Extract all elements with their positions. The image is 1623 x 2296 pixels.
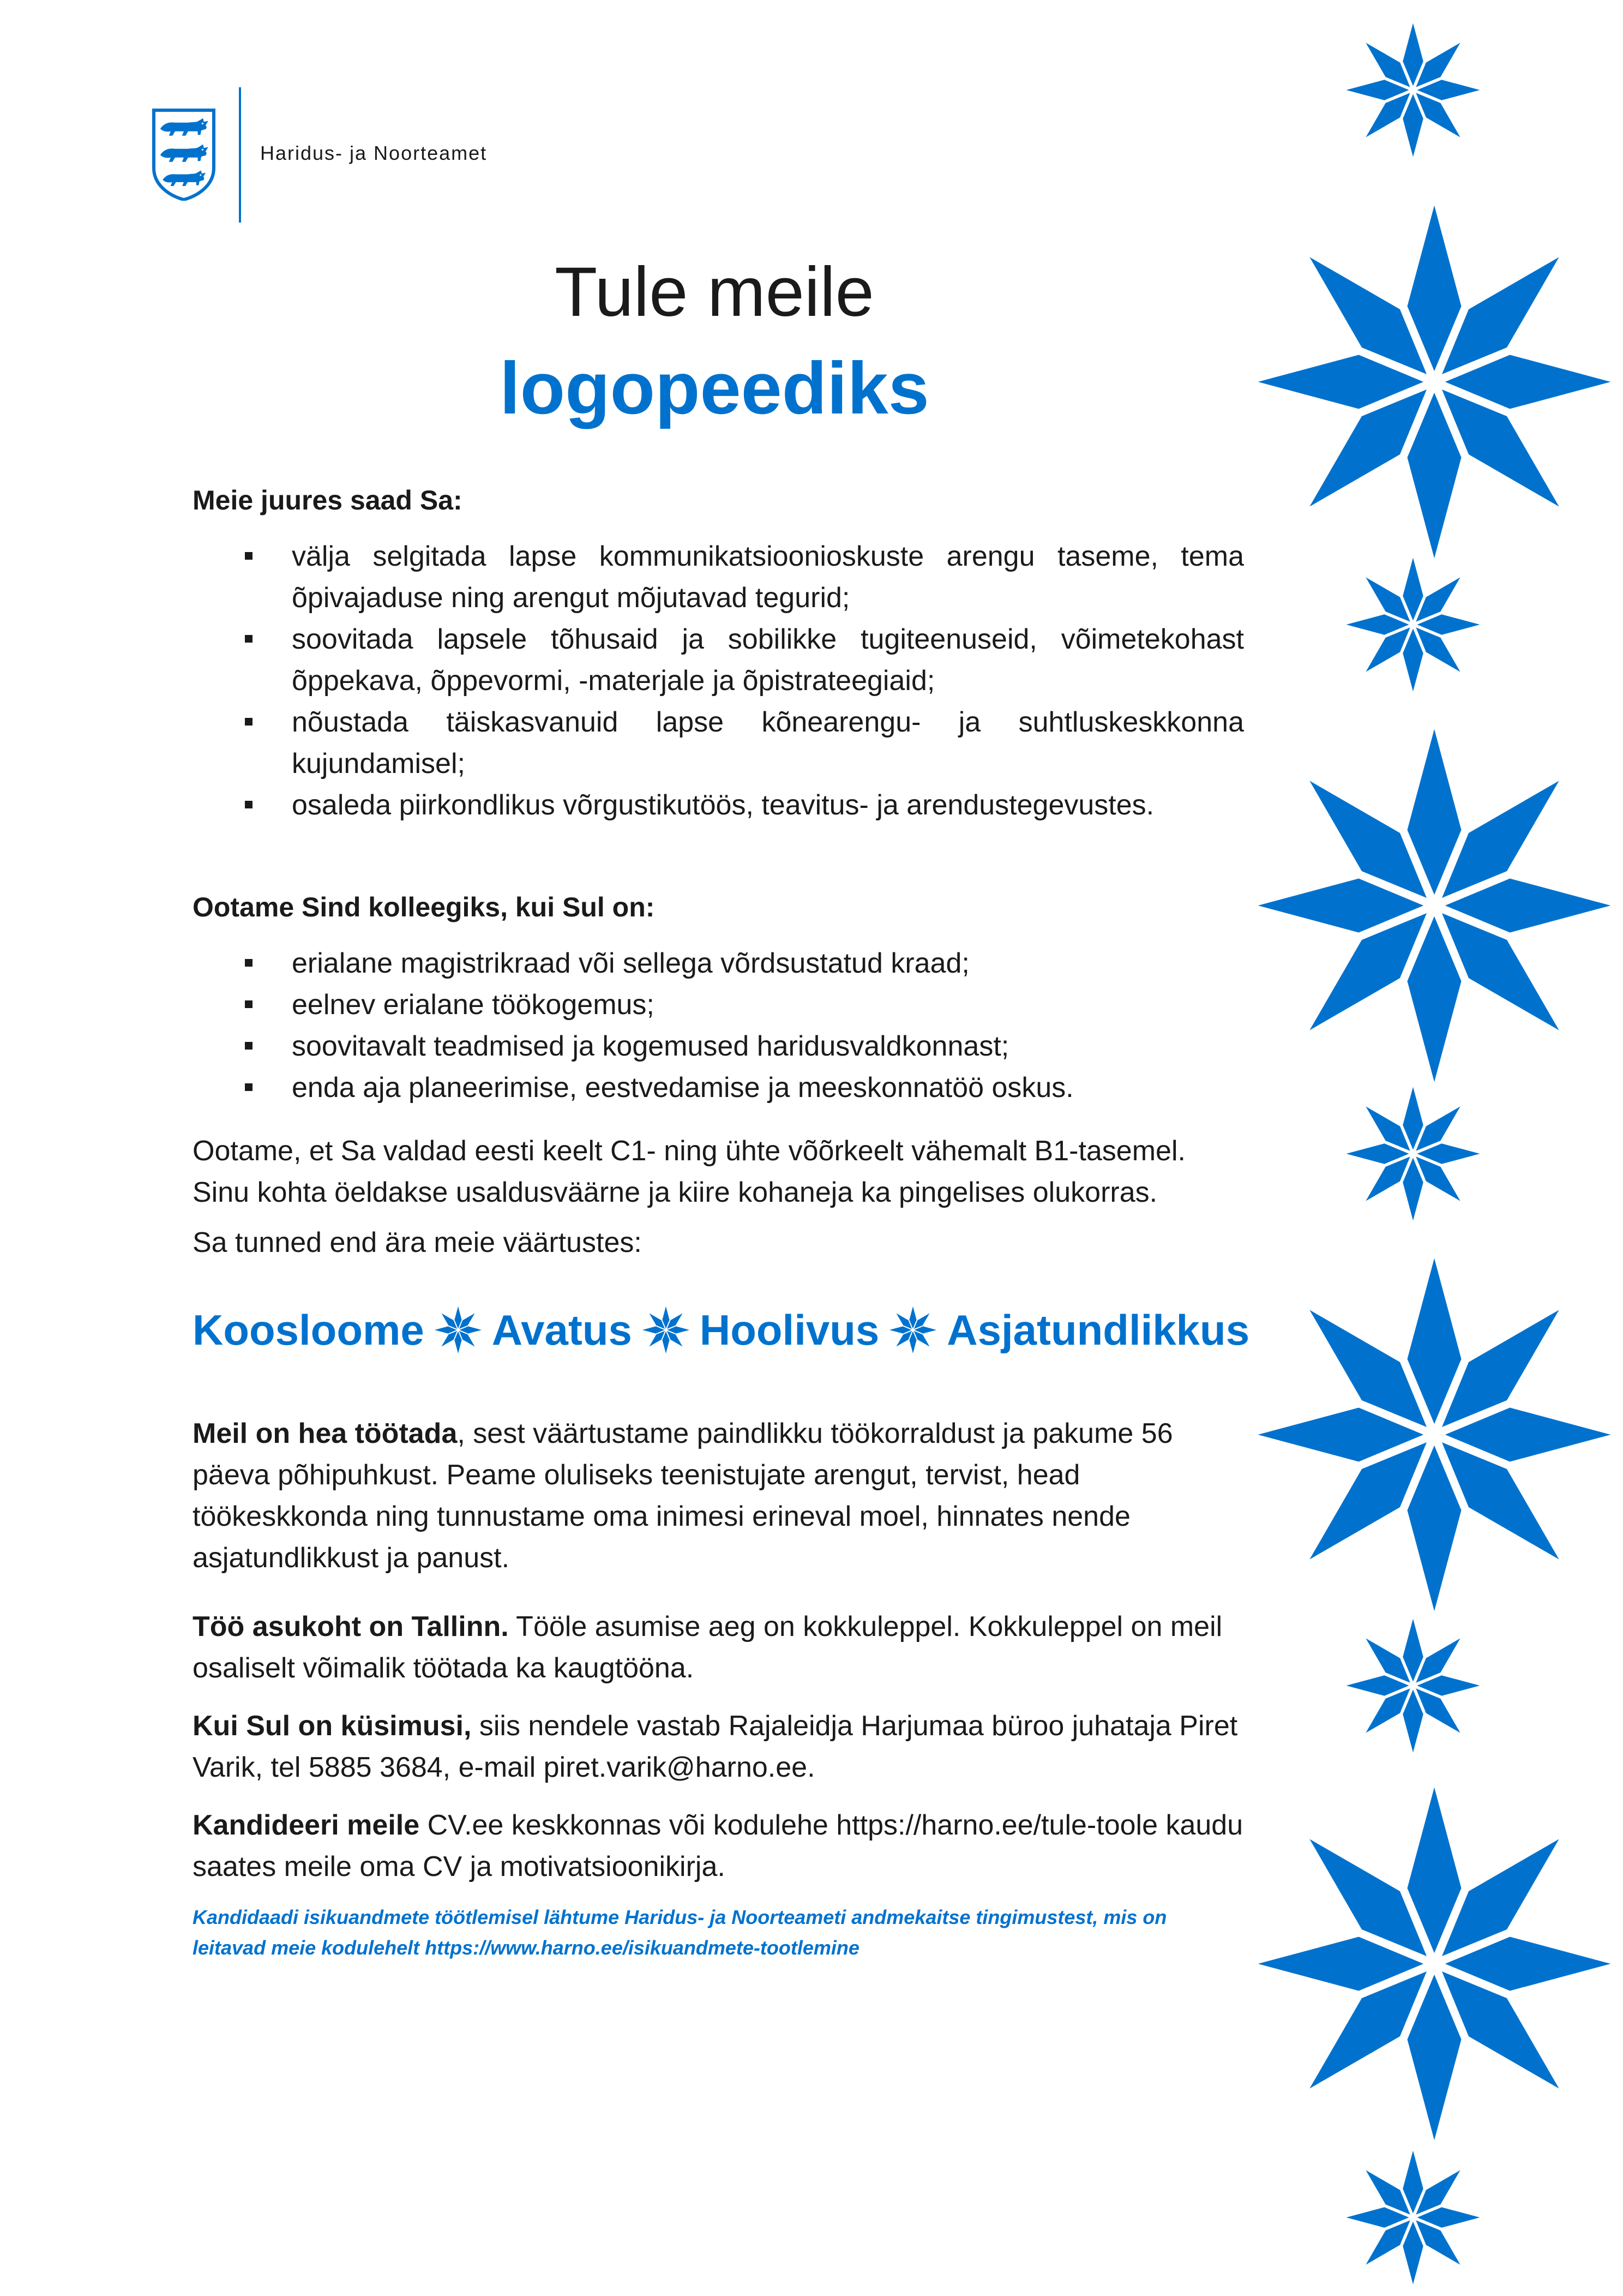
location-lead: Töö asukoht on Tallinn. bbox=[193, 1611, 509, 1642]
cornflower-star-icon bbox=[1345, 1617, 1481, 1754]
privacy-note: Kandidaadi isikuandmete töötlemisel lähtume Haridus- ja Noorteameti andmekaitse tingimustest, mis on leitavad meie kodulehelt https://www.harno.ee/isikuandmete-tootlemine bbox=[193, 1906, 1167, 1959]
cornflower-star-icon bbox=[1254, 726, 1614, 1086]
logo-divider bbox=[239, 87, 241, 223]
value-label: Hoolivus bbox=[699, 1305, 880, 1354]
cornflower-star-icon bbox=[889, 1306, 937, 1354]
values-row bbox=[193, 1297, 1256, 1363]
apply-text: CV.ee keskkonnas või kodulehe https://harno.ee/tule-toole kaudu saates meile oma CV ja motivatsioonikirja. bbox=[193, 1809, 1243, 1883]
three-lions-crest-icon bbox=[152, 108, 216, 201]
location-paragraph bbox=[193, 1606, 1244, 1689]
cornflower-star-icon bbox=[1254, 1784, 1614, 2144]
cornflower-star-icon bbox=[1345, 22, 1481, 158]
contact-lead: Kui Sul on küsimusi, bbox=[193, 1710, 472, 1742]
value-label: Koosloome bbox=[193, 1305, 424, 1354]
list-item: osaleda piirkondlikus võrgustikutöös, teavitus- ja arendustegevustes. bbox=[193, 784, 1244, 826]
cornflower-star-icon bbox=[1254, 1255, 1614, 1615]
requirements-list bbox=[193, 943, 1244, 1108]
list-item: eelnev erialane töökogemus; bbox=[193, 984, 1244, 1026]
cornflower-star-icon bbox=[1345, 2149, 1481, 2286]
location-text: Tööle asumise aeg on kokkuleppel. Kokkuleppel on meil osaliselt võimalik töötada ka kaugtööna. bbox=[193, 1611, 1223, 1684]
benefits-lead: Meil on hea töötada bbox=[193, 1418, 458, 1449]
apply-paragraph bbox=[193, 1805, 1244, 1887]
list-item: nõustada täiskasvanuid lapse kõnearengu- ja suhtluskeskkonna kujundamisel; bbox=[193, 702, 1244, 784]
languages-paragraph: Ootame, et Sa valdad eesti keelt C1- ning ühte võõrkeelt vähemalt B1-tasemel. Sinu kohta öeldakse usaldusväärne ja kiire kohaneja ka pingelises olukorras. bbox=[193, 1135, 1186, 1208]
offer-list bbox=[193, 536, 1244, 826]
cornflower-star-icon bbox=[1345, 1086, 1481, 1222]
value-label: Avatus bbox=[491, 1305, 632, 1354]
benefits-paragraph bbox=[193, 1413, 1244, 1579]
contact-text: siis nendele vastab Rajaleidja Harjumaa büroo juhataja Piret Varik, tel 5885 3684, e-mail piret.varik@harno.ee. bbox=[193, 1710, 1238, 1783]
values-intro: Sa tunned end ära meie väärtustes: bbox=[193, 1227, 642, 1258]
list-item: enda aja planeerimise, eestvedamise ja meeskonnatöö oskus. bbox=[193, 1067, 1244, 1108]
cornflower-star-icon bbox=[1345, 556, 1481, 693]
org-name: Haridus- ja Noorteamet bbox=[260, 142, 488, 164]
benefits-text: , sest väärtustame paindlikku töökorraldust ja pakume 56 päeva põhipuhkust. Peame oluliseks teenistujate arengut, tervist, head töökeskkonda ning tunnustame oma inimesi erineval moel, hinnates nende asjatundlikkust ja panust. bbox=[193, 1418, 1173, 1574]
list-item: välja selgitada lapse kommunikatsioonioskuste arengu taseme, tema õpivajaduse ning arengut mõjutavad tegurid; bbox=[193, 536, 1244, 619]
cornflower-star-icon bbox=[642, 1306, 690, 1354]
offer-heading: Meie juures saad Sa: bbox=[193, 485, 462, 515]
list-item: soovitada lapsele tõhusaid ja sobilikke tugiteenuseid, võimetekohast õppekava, õppevormi, -materjale ja õpistrateegiaid; bbox=[193, 619, 1244, 702]
value-label: Asjatundlikkus bbox=[947, 1305, 1250, 1354]
page-title-position: logopeediks bbox=[500, 347, 929, 429]
apply-lead: Kandideeri meile bbox=[193, 1809, 420, 1841]
list-item: soovitavalt teadmised ja kogemused haridusvaldkonnast; bbox=[193, 1026, 1244, 1067]
page-title-line1: Tule meile bbox=[555, 253, 874, 331]
cornflower-star-icon bbox=[434, 1306, 482, 1354]
contact-paragraph bbox=[193, 1705, 1244, 1788]
requirements-heading: Ootame Sind kolleegiks, kui Sul on: bbox=[193, 892, 655, 922]
list-item: erialane magistrikraad või sellega võrdsustatud kraad; bbox=[193, 943, 1244, 984]
